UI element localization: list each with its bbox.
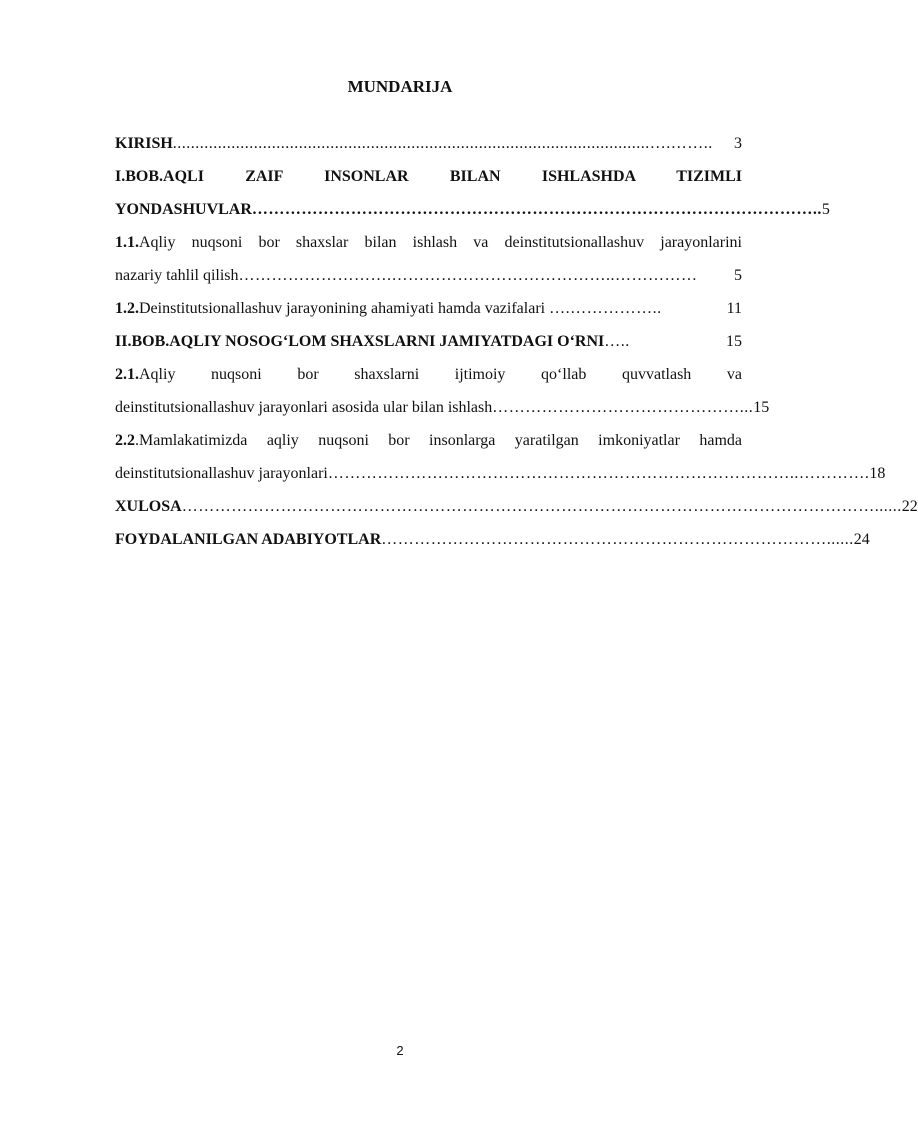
toc-page: 5 [734, 267, 742, 284]
toc-label-cont: deinstitutsionallashuv jarayonlari [115, 465, 328, 482]
toc-label: Aqliy nuqsoni bor shaxslar bilan ishlash va deinstitutsionallashuv jarayonlarini [139, 234, 742, 251]
toc-label: II.BOB.AQLIY NOSOG‘LOM SHAXSLARNI JAMIYATDAGI O‘RNI [115, 333, 605, 350]
toc-page: 22 [901, 498, 918, 515]
toc-entry-2-2 [115, 424, 886, 490]
toc-entry-adabiyot [115, 523, 870, 556]
page-title: MUNDARIJA [347, 77, 453, 96]
toc-label: FOYDALANILGAN ADABIYOTLAR [115, 531, 382, 548]
toc-leader: ……………………….…………………………………..…………… [238, 267, 698, 284]
toc-page: 3 [734, 135, 742, 152]
toc-number: 1.2. [115, 300, 139, 317]
toc-page: 24 [853, 531, 870, 548]
toc-entry-bob2 [115, 325, 742, 358]
toc-leader: ………………………………………... [492, 399, 754, 416]
toc-page: 11 [726, 300, 742, 317]
toc-page: 18 [869, 465, 886, 482]
page-number: 2 [396, 1043, 404, 1058]
toc-page: 15 [726, 333, 742, 350]
toc-number: 1.1. [115, 234, 139, 251]
toc-number: 2.1. [115, 366, 139, 383]
toc-number: 2.2 [115, 432, 135, 449]
toc-leader: ………………………………………………………………………………………….. [251, 201, 822, 218]
toc-entry-2-1 [115, 358, 770, 424]
toc-label-cont: nazariy tahlil qilish [115, 267, 239, 284]
toc-entry-kirish [115, 127, 742, 160]
toc-page: 5 [821, 201, 830, 218]
toc-entry-bob1 [115, 160, 830, 226]
toc-leader: ………………………………………………………………………………………………………………...... [181, 498, 902, 515]
toc-label-cont: YONDASHUVLAR [115, 201, 252, 218]
toc-label: Aqliy nuqsoni bor shaxslarni ijtimoiy qo‘llab quvvatlash va [139, 366, 742, 383]
toc-page: 15 [753, 399, 770, 416]
table-of-contents [115, 127, 918, 556]
toc-leader: ………………………………………………………………………...... [381, 531, 854, 548]
toc-label: Deinstitutsionallashuv jarayonining ahamiyati hamda vazifalari [139, 300, 550, 317]
toc-leader: ..........................................................................................................….…….. [172, 135, 713, 152]
toc-leader: ….. [604, 333, 630, 350]
toc-label: .Mamlakatimizda aqliy nuqsoni bor insonlarga yaratilgan imkoniyatlar hamda [135, 432, 742, 449]
toc-entry-1-1 [115, 226, 742, 292]
toc-label: KIRISH [115, 135, 173, 152]
toc-label: I.BOB.AQLI ZAIF INSONLAR BILAN ISHLASHDA TIZIMLI [115, 168, 742, 185]
toc-label: XULOSA [115, 498, 182, 515]
toc-label-cont: deinstitutsionallashuv jarayonlari asosida ular bilan ishlash [115, 399, 493, 416]
toc-entry-1-2 [115, 292, 742, 325]
toc-entry-xulosa [115, 490, 918, 523]
toc-leader: ….…………….. [549, 300, 662, 317]
toc-leader: …………………………………………………………………………..…………. [327, 465, 870, 482]
